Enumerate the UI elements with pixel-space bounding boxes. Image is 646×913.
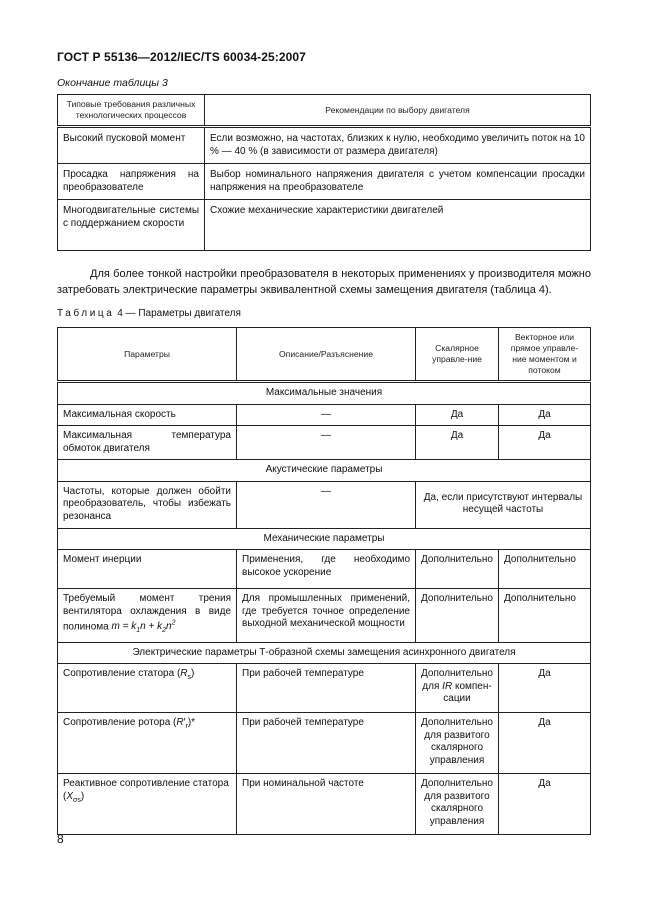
section-acoustic: Акустические параметры <box>58 460 591 482</box>
table-row <box>58 774 591 835</box>
vector-cell: Да <box>499 713 591 774</box>
vector-cell: Да <box>499 664 591 713</box>
scalar-cell: Дополнительно для развитого скалярного управления <box>416 774 499 835</box>
table3-rec-cell: Схожие механические характеристики двигателей <box>205 200 591 251</box>
desc-cell: — <box>237 481 416 528</box>
scalar-cell: Дополнительно для IR компен-сации <box>416 664 499 713</box>
fan-param-text: Требуемый момент трения вентилятора охлаждения в виде полинома <box>63 593 231 633</box>
desc-cell: При номинальной частоте <box>237 774 416 835</box>
table4-caption <box>57 308 241 319</box>
desc-cell: При рабочей температуре <box>237 713 416 774</box>
xss-symbol: $(X_{\sigma s})$ <box>63 790 85 804</box>
table3-rec-cell: Если возможно, на частотах, близких к нулю, необходимо увеличить поток на 10 % — 40 % (в зависимости от размера двигателя) <box>205 127 591 164</box>
param-cell <box>58 713 237 774</box>
scalar-cell: Да <box>416 404 499 426</box>
param-cell <box>58 664 237 713</box>
table3-header-row <box>58 95 591 127</box>
desc-cell: — <box>237 404 416 426</box>
table-row <box>58 404 591 426</box>
vector-cell: Дополнительно <box>499 550 591 589</box>
param-cell: Максимальная температура обмоток двигателя <box>58 426 237 460</box>
scalar-cell: Дополнительно <box>416 589 499 643</box>
body-paragraph: Для более тонкой настройки преобразователя в некоторых применениях у производителя можно затребовать электрические параметры эквивалентной схемы замещения двигателя (таблица 4). <box>57 268 591 296</box>
table-row <box>58 200 591 251</box>
section-row <box>58 642 591 664</box>
scalar-cell: Дополнительно для развитого скалярного управления <box>416 713 499 774</box>
table3 <box>57 94 591 251</box>
section-max-values: Максимальные значения <box>58 382 591 405</box>
desc-cell: Применения, где необходимо высокое ускорение <box>237 550 416 589</box>
table-row <box>58 127 591 164</box>
rr-symbol: $(R'_r)*$ <box>173 717 196 731</box>
vector-cell: Дополнительно <box>499 589 591 643</box>
page-number: 8 <box>57 832 64 846</box>
param-cell: Частоты, которые должен обойти преобразователь, чтобы избежать резонанса <box>58 481 237 528</box>
rr-param-text: Сопротивление ротора <box>63 717 171 729</box>
table4-caption-title: 4 — Параметры двигателя <box>114 308 241 319</box>
table-row <box>58 550 591 589</box>
section-row <box>58 460 591 482</box>
table-row <box>58 426 591 460</box>
table4-header-scalar: Скалярное управле-ние <box>416 328 499 382</box>
document-header: ГОСТ Р 55136—2012/IEC/TS 60034-25:2007 <box>57 50 306 64</box>
desc-cell: Для промышленных применений, где требуется точное определение выходной механической мощности <box>237 589 416 643</box>
table3-req-cell: Высокий пусковой момент <box>58 127 205 164</box>
vector-cell: Да <box>499 404 591 426</box>
table-row <box>58 164 591 200</box>
fan-formula: $m = k_1n + k_2n^2$ <box>111 620 176 635</box>
table3-rec-cell: Выбор номинального напряжения двигателя с учетом компенсации просадки напряжения на преобразователе <box>205 164 591 200</box>
param-cell: Момент инерции <box>58 550 237 589</box>
section-row <box>58 528 591 550</box>
table3-req-cell: Многодвигательные системы с поддержанием скорости <box>58 200 205 251</box>
section-row <box>58 382 591 405</box>
table3-col2-header: Рекомендации по выбору двигателя <box>205 95 591 127</box>
rs-param-text: Сопротивление статора <box>63 668 175 680</box>
table4-header-row <box>58 328 591 382</box>
desc-cell: — <box>237 426 416 460</box>
xss-param-text: Реактивное сопротивление статора <box>63 778 229 790</box>
param-cell <box>58 589 237 643</box>
param-cell <box>58 774 237 835</box>
vector-cell: Да <box>499 426 591 460</box>
table4-header-params: Параметры <box>58 328 237 382</box>
table3-col1-header: Типовые требования различных технологических процессов <box>58 95 205 127</box>
merged-control-cell: Да, если присутствуют интервалы несущей частоты <box>416 481 591 528</box>
table4-header-vector: Векторное или прямое управле-ние моментом и потоком <box>499 328 591 382</box>
table-row <box>58 589 591 643</box>
section-electrical: Электрические параметры Т-образной схемы замещения асинхронного двигателя <box>58 642 591 664</box>
table4-header-desc: Описание/Разъяснение <box>237 328 416 382</box>
table3-req-cell: Просадка напряжения на преобразователе <box>58 164 205 200</box>
rs-symbol: $(R_s)$ <box>176 668 195 682</box>
scalar-cell: Дополнительно <box>416 550 499 589</box>
vector-cell: Да <box>499 774 591 835</box>
table-row <box>58 481 591 528</box>
table4-caption-prefix: Таблица <box>57 308 115 319</box>
table-row <box>58 664 591 713</box>
param-cell: Максимальная скорость <box>58 404 237 426</box>
desc-cell: При рабочей температуре <box>237 664 416 713</box>
table3-continuation-label: Окончание таблицы 3 <box>57 77 168 89</box>
table-row <box>58 713 591 774</box>
table4 <box>57 327 591 835</box>
section-mechanical: Механические параметры <box>58 528 591 550</box>
scalar-cell: Да <box>416 426 499 460</box>
